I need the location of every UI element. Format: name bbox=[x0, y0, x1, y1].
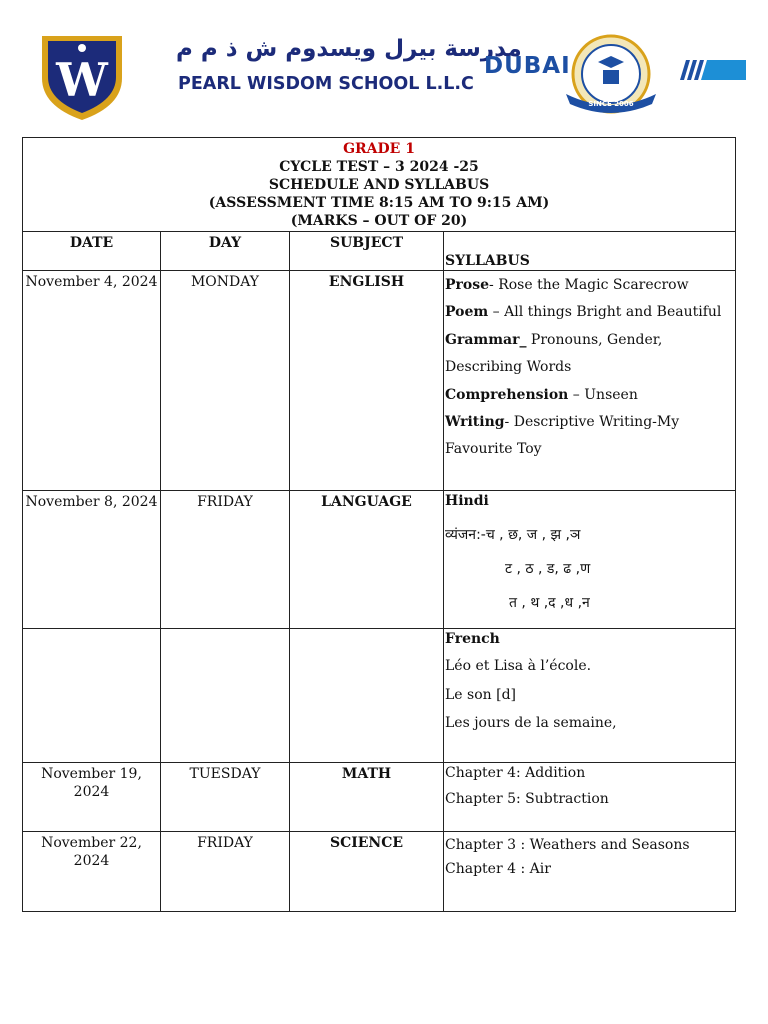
subject-column-header: SUBJECT bbox=[290, 232, 444, 271]
stripes-decoration bbox=[680, 60, 746, 80]
syllabus-line: Chapter 4 : Air bbox=[445, 861, 551, 877]
hindi-line: त , थ ,द ,ध ,न bbox=[509, 595, 590, 611]
cycle-test-label: CYCLE TEST – 3 2024 -25 bbox=[279, 159, 479, 175]
dubai-logo: DUBAI bbox=[484, 53, 571, 79]
day-cell: TUESDAY bbox=[161, 763, 290, 832]
table-title bbox=[23, 138, 736, 232]
date-cell: November 8, 2024 bbox=[23, 491, 161, 629]
hindi-line: ट , ठ , ड, ढ ,ण bbox=[505, 561, 591, 577]
subject-cell: SCIENCE bbox=[290, 832, 444, 912]
syllabus-line: Chapter 3 : Weathers and Seasons bbox=[445, 837, 690, 853]
day-cell: FRIDAY bbox=[161, 832, 290, 912]
date-cell: November 19, 2024 bbox=[23, 763, 161, 832]
school-name-english: PEARL WISDOM SCHOOL L.L.C bbox=[178, 74, 474, 94]
subject-cell bbox=[290, 629, 444, 763]
syllabus-heading: Hindi bbox=[445, 493, 489, 509]
syllabus-line: Poem – All things Bright and Beautiful bbox=[445, 304, 722, 321]
school-shield-logo bbox=[38, 30, 126, 122]
subject-cell: ENGLISH bbox=[290, 271, 444, 491]
hindi-line: व्यंजन:-च , छ, ज , झ ,ञ bbox=[445, 527, 581, 543]
syllabus-line: Chapter 5: Subtraction bbox=[445, 791, 609, 807]
day-cell: FRIDAY bbox=[161, 491, 290, 629]
syllabus-cell bbox=[444, 271, 736, 491]
date-cell bbox=[23, 629, 161, 763]
table-row bbox=[23, 763, 736, 832]
syllabus-line: Prose- Rose the Magic Scarecrow bbox=[445, 277, 689, 293]
schedule-table bbox=[22, 137, 736, 912]
assessment-time-label: (ASSESSMENT TIME 8:15 AM TO 9:15 AM) bbox=[208, 195, 550, 211]
french-line: Les jours de la semaine, bbox=[445, 715, 617, 731]
french-line: Le son [d] bbox=[445, 686, 516, 703]
syllabus-line: Grammar_ Pronouns, Gender, bbox=[445, 331, 663, 348]
shield-letter: W bbox=[56, 53, 108, 107]
syllabus-line: Describing Words bbox=[445, 359, 572, 376]
syllabus-line: Writing- Descriptive Writing-My bbox=[445, 414, 680, 431]
date-cell: November 22, 2024 bbox=[23, 832, 161, 912]
school-name-arabic: مدرسة بيرل ويسدوم ش ذ م م bbox=[176, 36, 522, 62]
syllabus-cell bbox=[444, 629, 736, 763]
table-row bbox=[23, 491, 736, 629]
syllabus-cell bbox=[444, 491, 736, 629]
syllabus-heading: French bbox=[445, 631, 500, 647]
syllabus-cell bbox=[444, 763, 736, 832]
syllabus-line: Chapter 4: Addition bbox=[445, 765, 586, 781]
table-row bbox=[23, 832, 736, 912]
schedule-label: SCHEDULE AND SYLLABUS bbox=[268, 177, 490, 193]
subject-cell: MATH bbox=[290, 763, 444, 832]
school-emblem-logo bbox=[552, 32, 670, 116]
column-header-row bbox=[23, 232, 736, 271]
table-row bbox=[23, 629, 736, 763]
date-column-header: DATE bbox=[23, 232, 161, 271]
letterhead bbox=[0, 0, 768, 125]
syllabus-line: Comprehension – Unseen bbox=[445, 386, 638, 403]
day-cell bbox=[161, 629, 290, 763]
table-row bbox=[23, 271, 736, 491]
french-line: Léo et Lisa à l’école. bbox=[445, 658, 592, 674]
emblem-year: SINCE 2006 bbox=[588, 100, 634, 108]
marks-label: (MARKS – OUT OF 20) bbox=[290, 213, 468, 229]
day-cell: MONDAY bbox=[161, 271, 290, 491]
subject-cell: LANGUAGE bbox=[290, 491, 444, 629]
date-cell: November 4, 2024 bbox=[23, 271, 161, 491]
syllabus-line: Favourite Toy bbox=[445, 441, 542, 458]
day-column-header: DAY bbox=[161, 232, 290, 271]
syllabus-cell bbox=[444, 832, 736, 912]
grade-label: GRADE 1 bbox=[343, 141, 415, 157]
syllabus-column-header: SYLLABUS bbox=[444, 232, 736, 271]
